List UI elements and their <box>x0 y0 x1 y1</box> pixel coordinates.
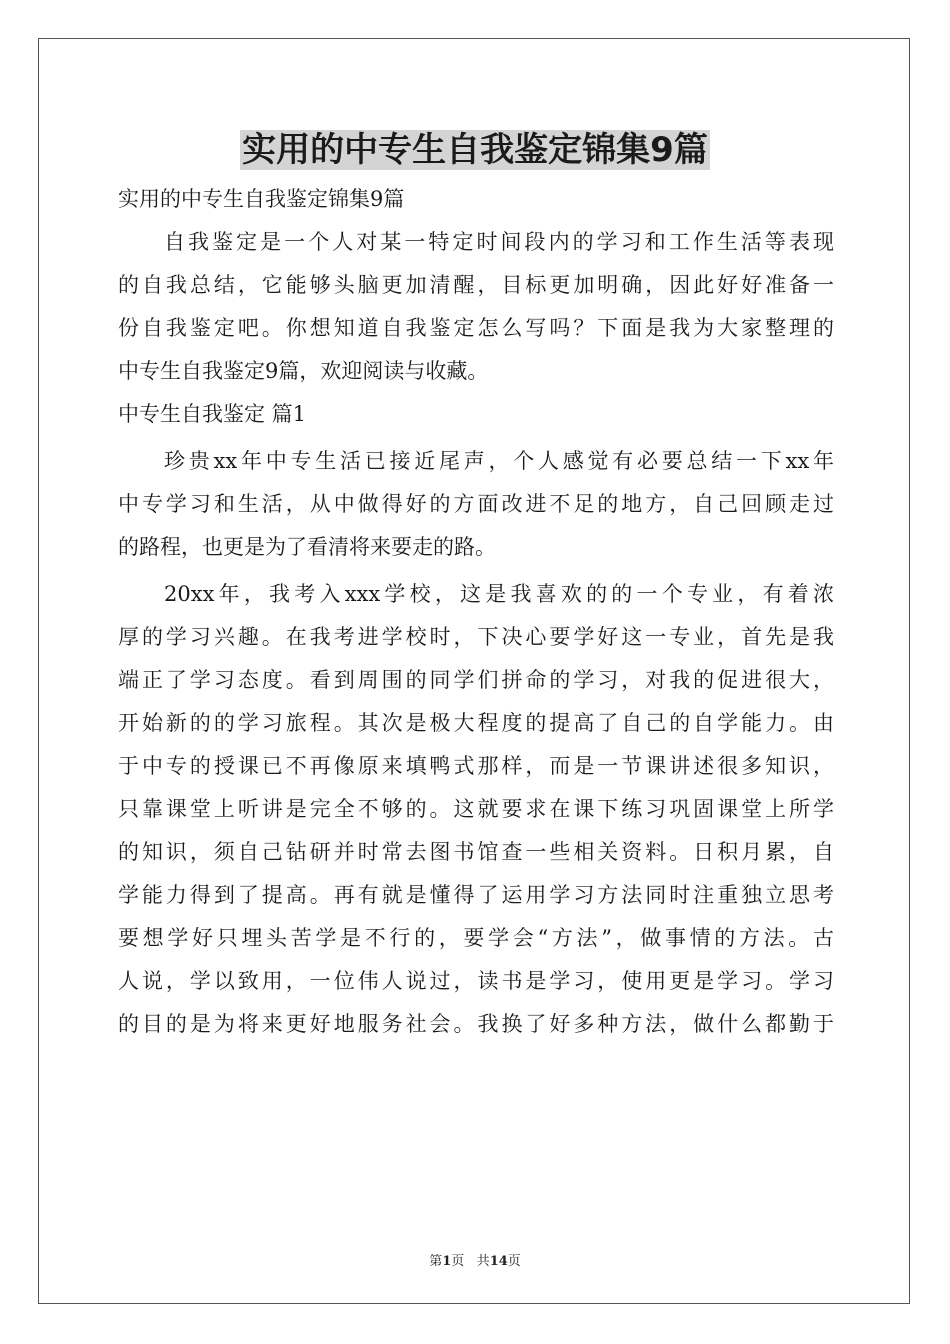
paragraph-line: 20xx年，我考入xxx学校，这是我喜欢的的一个专业，有着浓 <box>164 582 834 606</box>
document-body <box>118 178 834 1046</box>
paragraph-2 <box>118 573 834 1046</box>
paragraph-1 <box>118 440 834 569</box>
paragraph-line: 的路程，也更是为了看清将来要走的路。 <box>118 535 496 559</box>
page-prefix: 第 <box>429 1254 443 1269</box>
paragraph-line: 中专学习和生活，从中做得好的方面改进不足的地方，自己回顾走过 <box>118 492 834 516</box>
paragraph-line: 开始新的的学习旅程。其次是极大程度的提高了自己的自学能力。由 <box>118 711 834 735</box>
intro-line: 中专生自我鉴定9篇，欢迎阅读与收藏。 <box>118 359 489 383</box>
intro-line: 的自我总结，它能够头脑更加清醒，目标更加明确，因此好好准备一 <box>118 273 834 297</box>
paragraph-line: 人说，学以致用，一位伟人说过，读书是学习，使用更是学习。学习 <box>118 969 834 993</box>
paragraph-line: 端正了学习态度。看到周围的同学们拼命的学习，对我的促进很大， <box>118 668 834 692</box>
paragraph-line: 的目的是为将来更好地服务社会。我换了好多种方法，做什么都勤于 <box>118 1012 834 1036</box>
page-footer <box>0 1250 950 1269</box>
paragraph-line: 于中专的授课已不再像原来填鸭式那样，而是一节课讲述很多知识， <box>118 754 834 778</box>
intro-line: 份自我鉴定吧。你想知道自我鉴定怎么写吗？下面是我为大家整理的 <box>118 316 834 340</box>
paragraph-line: 要想学好只埋头苦学是不行的，要学会“方法”，做事情的方法。古 <box>118 926 834 950</box>
page-number: 1 <box>442 1254 452 1269</box>
document-title <box>0 128 950 172</box>
paragraph-line: 珍贵xx年中专生活已接近尾声，个人感觉有必要总结一下xx年 <box>164 449 834 473</box>
document-subtitle: 实用的中专生自我鉴定锦集9篇 <box>118 187 405 211</box>
paragraph-line: 的知识，须自己钻研并时常去图书馆查一些相关资料。日积月累，自 <box>118 840 834 864</box>
page-suffix: 页 <box>451 1254 465 1269</box>
document-title-text: 实用的中专生自我鉴定锦集9篇 <box>242 130 708 170</box>
intro-paragraph <box>118 221 834 393</box>
total-pages: 14 <box>489 1254 508 1269</box>
total-prefix: 共 <box>476 1254 490 1269</box>
intro-line: 自我鉴定是一个人对某一特定时间段内的学习和工作生活等表现 <box>164 230 834 254</box>
paragraph-line: 学能力得到了提高。再有就是懂得了运用学习方法同时注重独立思考 <box>118 883 834 907</box>
paragraph-line: 厚的学习兴趣。在我考进学校时，下决心要学好这一专业，首先是我 <box>118 625 834 649</box>
paragraph-line: 只靠课堂上听讲是完全不够的。这就要求在课下练习巩固课堂上所学 <box>118 797 834 821</box>
total-suffix: 页 <box>507 1254 521 1269</box>
section-heading: 中专生自我鉴定 篇1 <box>118 402 307 426</box>
